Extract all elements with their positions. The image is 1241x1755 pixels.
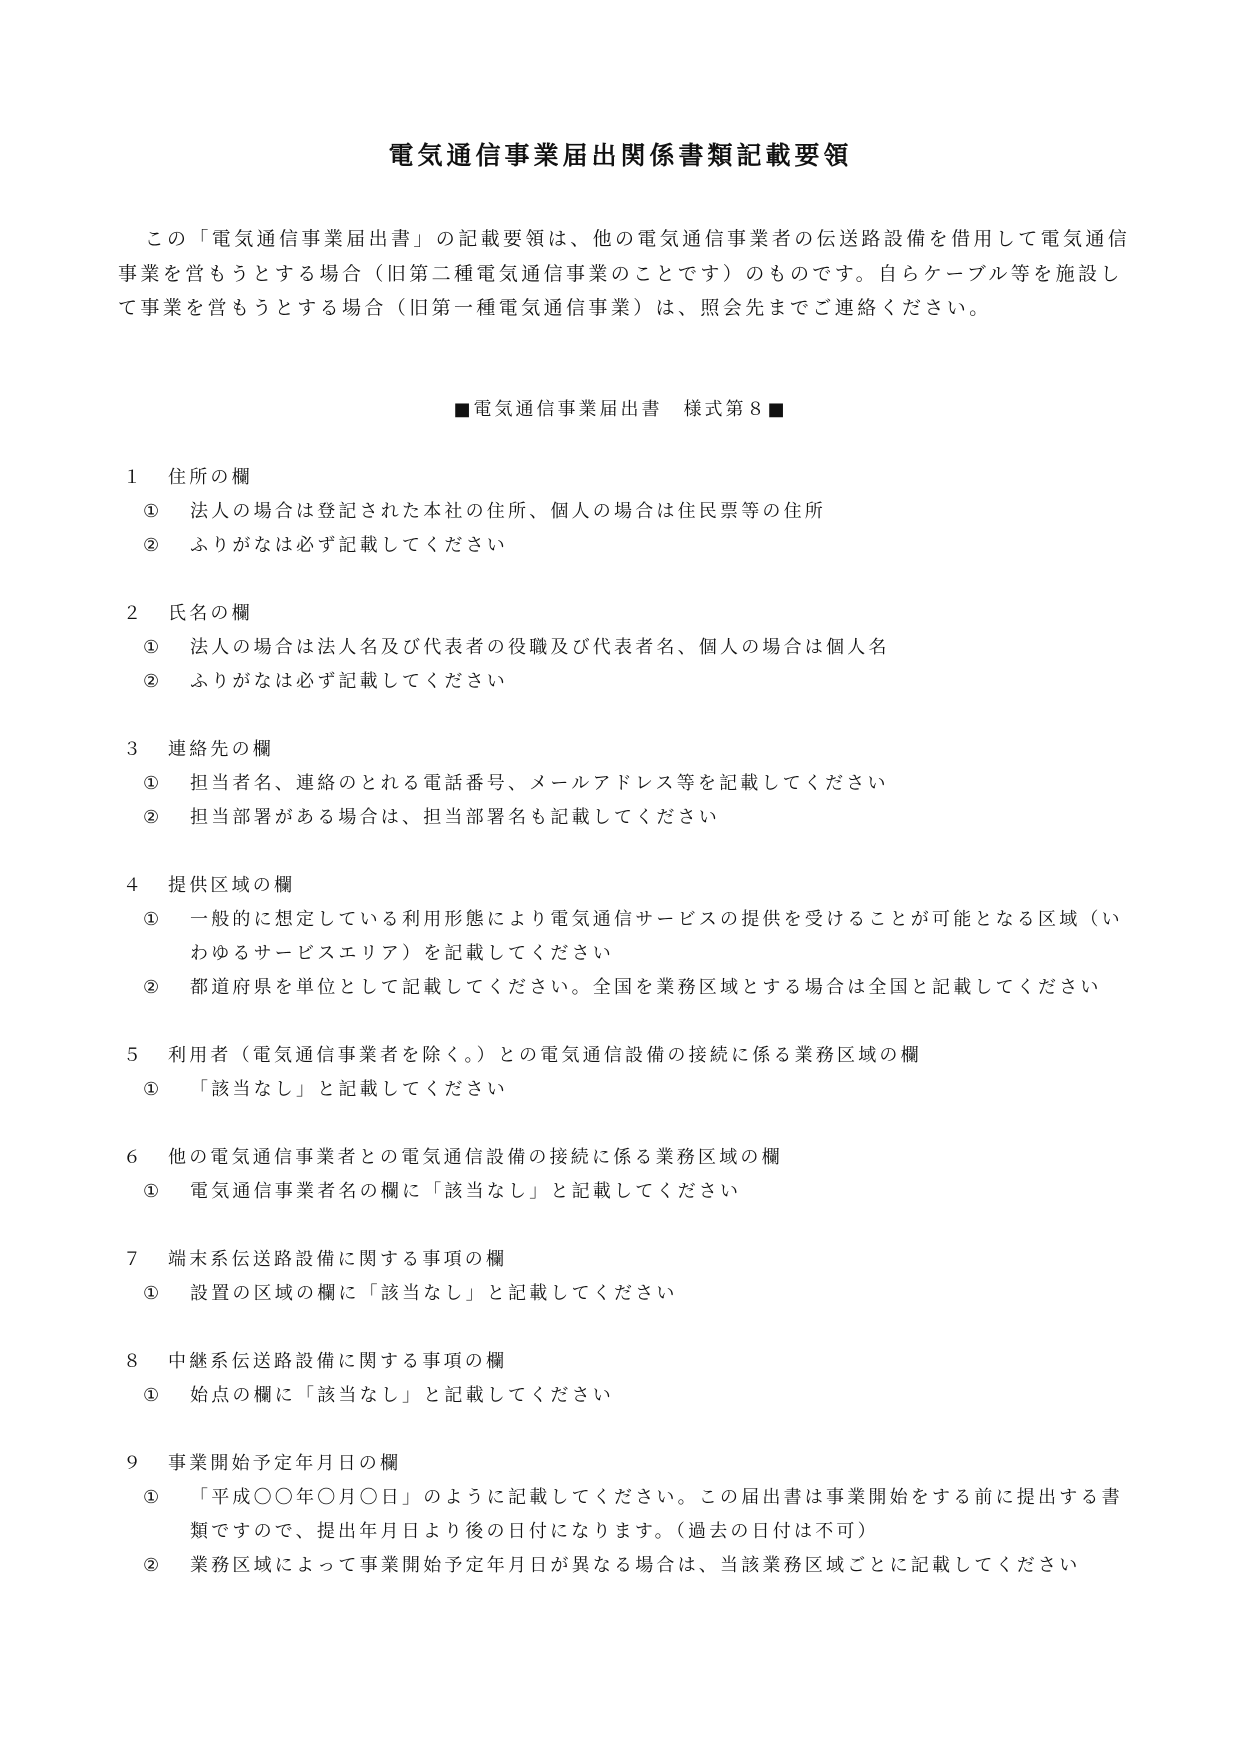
item-text: ふりがなは必ず記載してください <box>190 671 508 692</box>
section <box>123 1447 1143 1583</box>
section-item <box>123 767 1143 801</box>
section-item <box>123 903 1143 971</box>
section-title: 他の電気通信事業者との電気通信設備の接続に係る業務区域の欄 <box>168 1147 783 1168</box>
section-heading <box>123 1447 1143 1481</box>
item-text: 始点の欄に「該当なし」と記載してください <box>190 1385 614 1406</box>
section-item <box>123 529 1143 563</box>
section <box>123 1345 1143 1413</box>
section-item <box>123 1277 1143 1311</box>
section-title: 中継系伝送路設備に関する事項の欄 <box>168 1351 508 1372</box>
section-item <box>123 1175 1143 1209</box>
document-title: 電気通信事業届出関係書類記載要領 <box>388 141 853 170</box>
section-item <box>123 801 1143 835</box>
item-marker: ① <box>143 1079 163 1100</box>
section-title: 利用者（電気通信事業者を除く。）との電気通信設備の接続に係る業務区域の欄 <box>168 1045 922 1066</box>
section <box>123 461 1143 563</box>
section-title: 提供区域の欄 <box>168 875 296 896</box>
instruction-sections <box>123 461 1143 1617</box>
item-text: 担当部署がある場合は、担当部署名も記載してください <box>190 807 720 828</box>
section-title: 連絡先の欄 <box>168 739 274 760</box>
section-title: 事業開始予定年月日の欄 <box>168 1453 402 1474</box>
section-heading <box>123 1243 1143 1277</box>
section-item <box>123 1481 1143 1549</box>
item-text: 担当者名、連絡のとれる電話番号、メールアドレス等を記載してください <box>190 773 889 794</box>
section-number: ４ <box>123 875 145 896</box>
item-marker: ① <box>143 1385 163 1406</box>
section-item <box>123 665 1143 699</box>
section <box>123 1243 1143 1311</box>
item-marker: ② <box>143 535 163 556</box>
section-number: ７ <box>123 1249 145 1270</box>
section-title: 住所の欄 <box>168 467 253 488</box>
section-item <box>123 1549 1143 1583</box>
item-marker: ① <box>143 1283 163 1304</box>
item-text: 「平成〇〇年〇月〇日」のように記載してください。この届出書は事業開始をする前に提出する書類ですので、提出年月日より後の日付になります。（過去の日付は不可） <box>190 1487 1123 1542</box>
section <box>123 597 1143 699</box>
item-marker: ① <box>143 501 163 522</box>
section-heading <box>123 869 1143 903</box>
intro-paragraph <box>118 222 1138 326</box>
section-heading <box>123 733 1143 767</box>
section-item <box>123 631 1143 665</box>
section-item <box>123 971 1143 1005</box>
item-marker: ② <box>143 807 163 828</box>
section <box>123 869 1143 1005</box>
section-item <box>123 1379 1143 1413</box>
section-number: ５ <box>123 1045 145 1066</box>
item-marker: ② <box>143 977 163 998</box>
item-text: ふりがなは必ず記載してください <box>190 535 508 556</box>
item-marker: ② <box>143 671 163 692</box>
item-text: 法人の場合は法人名及び代表者の役職及び代表者名、個人の場合は個人名 <box>190 637 890 658</box>
item-text: 業務区域によって事業開始予定年月日が異なる場合は、当該業務区域ごとに記載してください <box>190 1555 1081 1576</box>
section-heading <box>123 597 1143 631</box>
section-number: ３ <box>123 739 145 760</box>
item-marker: ① <box>143 773 163 794</box>
section-title: 氏名の欄 <box>168 603 253 624</box>
section-number: ２ <box>123 603 145 624</box>
section-heading <box>123 1141 1143 1175</box>
item-marker: ① <box>143 637 163 658</box>
item-text: 設置の区域の欄に「該当なし」と記載してください <box>190 1283 678 1304</box>
section-number: ６ <box>123 1147 145 1168</box>
section <box>123 733 1143 835</box>
intro-text: この「電気通信事業届出書」の記載要領は、他の電気通信事業者の伝送路設備を借用して電気通信事業を営もうとする場合（旧第二種電気通信事業のことです）のものです。自らケーブル等を施設して事業を営もうとする場合（旧第一種電気通信事業）は、照会先までご連絡ください。 <box>118 228 1131 319</box>
section-item <box>123 495 1143 529</box>
section-heading <box>123 461 1143 495</box>
item-marker: ① <box>143 1181 163 1202</box>
section-number: ９ <box>123 1453 145 1474</box>
section-heading <box>123 1345 1143 1379</box>
section <box>123 1141 1143 1209</box>
section-heading <box>123 1039 1143 1073</box>
form-heading: ■電気通信事業届出書 様式第８■ <box>453 399 788 420</box>
item-text: 電気通信事業者名の欄に「該当なし」と記載してください <box>190 1181 742 1202</box>
item-marker: ① <box>143 1487 163 1508</box>
item-text: 都道府県を単位として記載してください。全国を業務区域とする場合は全国と記載してください <box>190 977 1102 998</box>
section-title: 端末系伝送路設備に関する事項の欄 <box>168 1249 508 1270</box>
section <box>123 1039 1143 1107</box>
section-item <box>123 1073 1143 1107</box>
item-text: 一般的に想定している利用形態により電気通信サービスの提供を受けることが可能となる区域（いわゆるサービスエリア）を記載してください <box>190 909 1123 964</box>
item-marker: ② <box>143 1555 163 1576</box>
section-number: １ <box>123 467 145 488</box>
item-text: 「該当なし」と記載してください <box>190 1079 508 1100</box>
item-marker: ① <box>143 909 163 930</box>
section-number: ８ <box>123 1351 145 1372</box>
item-text: 法人の場合は登記された本社の住所、個人の場合は住民票等の住所 <box>190 501 826 522</box>
